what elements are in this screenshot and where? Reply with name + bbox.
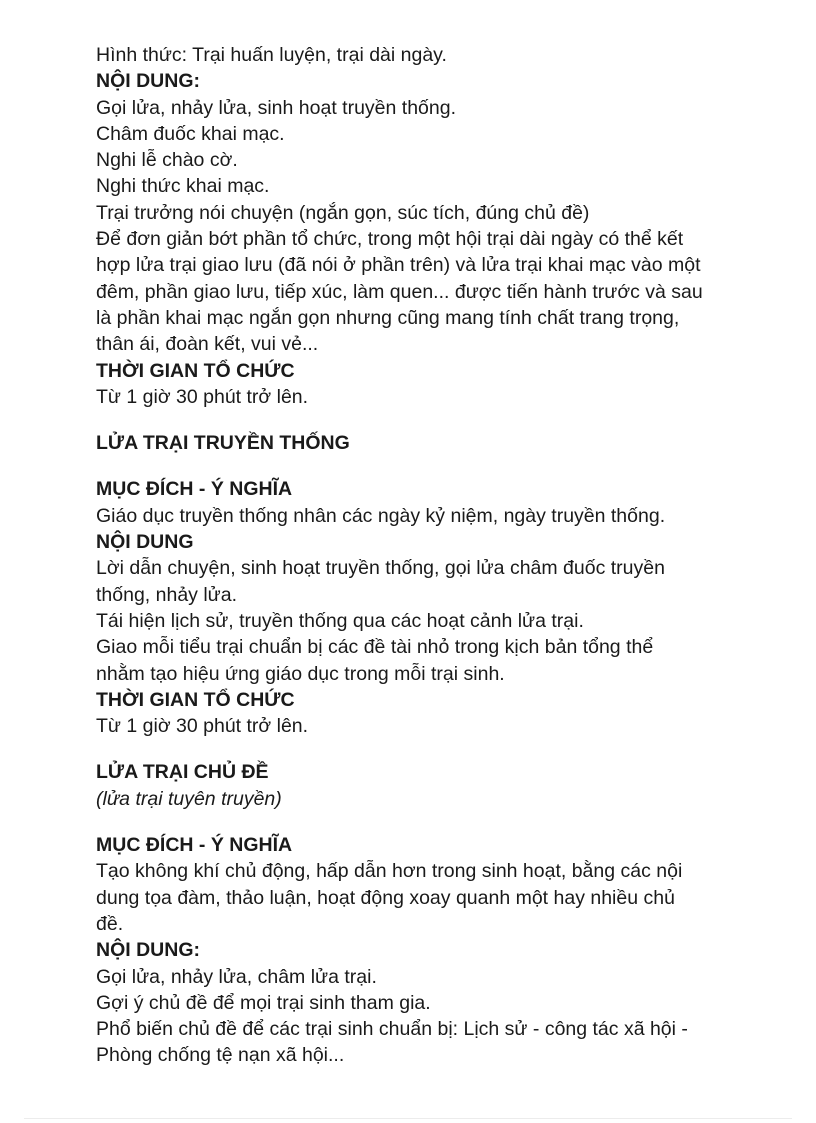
paragraph-line: Tạo không khí chủ động, hấp dẫn hơn trong sinh hoạt, bằng các nội [96,860,683,883]
section-title-chu-de: LỬA TRẠI CHỦ ĐỀ [96,761,269,784]
muc-dich-heading: MỤC ĐÍCH - Ý NGHĨA [96,834,293,857]
hinh-thuc-line: Hình thức: Trại huấn luyện, trại dài ngày. [96,44,447,66]
paragraph-line: dung tọa đàm, thảo luận, hoạt động xoay quanh một hay nhiều chủ [96,886,675,909]
list-item: Châm đuốc khai mạc. [96,122,285,145]
page-bottom-rule [24,1118,792,1119]
list-item: Giao mỗi tiểu trại chuẩn bị các đề tài nhỏ trong kịch bản tổng thể [96,636,654,659]
noi-dung-heading: NỘI DUNG: [96,70,200,93]
paragraph-line: đề. [96,912,124,935]
paragraph-line: đêm, phần giao lưu, tiếp xúc, làm quen... được tiến hành trước và sau [96,280,703,303]
paragraph-line: Để đơn giản bớt phần tổ chức, trong một hội trại dài ngày có thể kết [96,228,684,251]
list-item-continuation: nhằm tạo hiệu ứng giáo dục trong mỗi trại sinh. [96,662,505,685]
list-item: Gọi lửa, nhảy lửa, châm lửa trại. [96,965,377,988]
thoi-gian-heading: THỜI GIAN TỔ CHỨC [96,688,295,711]
list-item: Gợi ý chủ đề để mọi trại sinh tham gia. [96,991,431,1014]
list-item-continuation: Phòng chống tệ nạn xã hội... [96,1044,345,1067]
list-item-continuation: thống, nhảy lửa. [96,583,237,606]
section-gap [96,456,766,476]
section-gap [96,739,766,759]
noi-dung-heading: NỘI DUNG: [96,939,200,962]
list-item: Phổ biến chủ đề để các trại sinh chuẩn bị: Lịch sử - công tác xã hội - [96,1018,688,1041]
section-gap [96,410,766,430]
list-item: Lời dẫn chuyện, sinh hoạt truyền thống, gọi lửa châm đuốc truyền [96,557,665,580]
list-item: Nghi lễ chào cờ. [96,149,238,172]
muc-dich-value: Giáo dục truyền thống nhân các ngày kỷ niệm, ngày truyền thống. [96,504,666,527]
list-item: Trại trưởng nói chuyện (ngắn gọn, súc tích, đúng chủ đề) [96,201,590,224]
paragraph-line: hợp lửa trại giao lưu (đã nói ở phần trên) và lửa trại khai mạc vào một [96,254,701,277]
section-title-truyen-thong: LỬA TRẠI TRUYỀN THỐNG [96,432,350,455]
thoi-gian-heading: THỜI GIAN TỔ CHỨC [96,359,295,382]
section-gap [96,812,766,832]
document-body [96,42,766,1069]
noi-dung-heading: NỘI DUNG [96,531,194,554]
list-item: Nghi thức khai mạc. [96,175,270,198]
thoi-gian-value: Từ 1 giờ 30 phút trở lên. [96,385,309,408]
paragraph-line: là phần khai mạc ngắn gọn nhưng cũng mang tính chất trang trọng, [96,306,680,329]
section-subtitle: (lửa trại tuyên truyền) [96,787,282,810]
list-item: Tái hiện lịch sử, truyền thống qua các hoạt cảnh lửa trại. [96,609,584,632]
thoi-gian-value: Từ 1 giờ 30 phút trở lên. [96,715,309,738]
muc-dich-heading: MỤC ĐÍCH - Ý NGHĨA [96,478,293,501]
list-item: Gọi lửa, nhảy lửa, sinh hoạt truyền thống. [96,96,456,119]
paragraph-line: thân ái, đoàn kết, vui vẻ... [96,333,319,356]
